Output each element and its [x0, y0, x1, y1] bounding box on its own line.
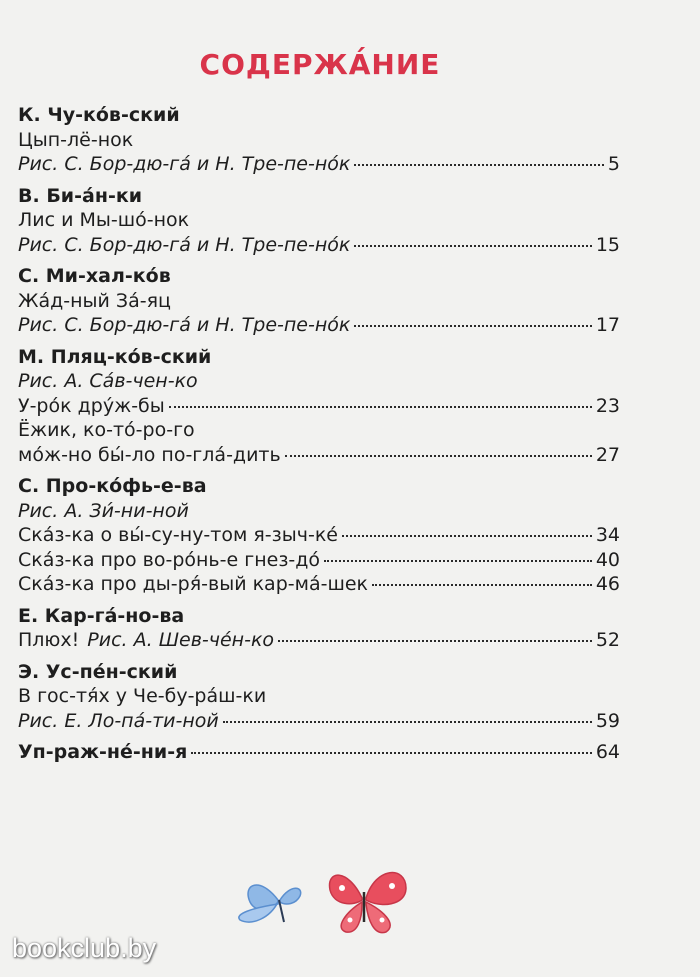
page-number: 5 [607, 153, 620, 175]
page-number: 23 [595, 394, 620, 417]
toc-line [18, 208, 620, 233]
leader-dots [372, 583, 592, 586]
toc-author-line [18, 103, 620, 128]
illustrator-credit: Рис. С. Бор-дю-га́ и Н. Тре-пе-но́к [18, 314, 351, 336]
leader-dots [354, 324, 591, 327]
story-title: Ёжик, ко-то́-ро-го [18, 419, 195, 441]
toc-author: С. Про-ко́фь-е-ва [18, 475, 207, 497]
toc-author: Уп-раж-не́-ни-я [18, 741, 188, 763]
leader-dots [169, 405, 592, 408]
story-title: мо́ж-но бы́-ло по-гла́-дить [18, 443, 281, 466]
story-title: Ска́з-ка про ды-ря́-вый кар-ма́-шек [18, 573, 368, 595]
toc-author: М. Пляц-ко́в-ский [18, 345, 212, 368]
toc-author: К. Чу-ко́в-ский [18, 104, 180, 126]
toc-line [18, 572, 620, 597]
toc-entry [18, 103, 620, 177]
toc-author-line [18, 474, 620, 499]
toc-author: Е. Кар-га́-но-ва [18, 604, 185, 627]
toc-entry [18, 345, 620, 468]
toc-line [18, 233, 620, 258]
page-title: СОДЕРЖА́НИЕ [199, 48, 441, 81]
toc-line [18, 443, 620, 468]
watermark: bookclub.by [12, 933, 157, 963]
toc-entry [18, 604, 620, 653]
story-title: Плюх! [18, 629, 80, 651]
toc-author-line [18, 604, 620, 629]
page-number: 17 [595, 314, 620, 336]
blue-butterfly-icon [239, 885, 301, 922]
toc-author: В. Би-а́н-ки [18, 184, 143, 207]
toc-entry [18, 660, 620, 734]
illustrator-credit: Рис. С. Бор-дю-га́ и Н. Тре-пе-но́к [18, 233, 351, 256]
illustrator-credit: Рис. А. Зи́-ни-ной [18, 499, 189, 522]
story-title: Цып-лё-нок [18, 128, 134, 151]
leader-dots [324, 559, 592, 562]
toc-entry [18, 184, 620, 258]
toc-author: С. Ми-хал-ко́в [18, 265, 171, 287]
toc-entry [18, 264, 620, 338]
toc-entry [18, 740, 620, 765]
leader-dots [342, 534, 592, 537]
toc-author-line [18, 345, 620, 370]
toc-line [18, 684, 620, 709]
toc-line [18, 369, 620, 394]
toc-line [18, 289, 620, 314]
page-number: 27 [595, 443, 620, 466]
page-number: 40 [595, 548, 620, 571]
toc-line [18, 152, 620, 177]
toc-author-line [18, 264, 620, 289]
toc-line [18, 523, 620, 548]
table-of-contents [18, 103, 620, 772]
illustrator-credit: Рис. А. Са́в-чен-ко [18, 370, 198, 392]
story-title: Ска́з-ка о вы́-су-ну-том я-зыч-ке́ [18, 524, 338, 546]
page-number: 59 [595, 709, 620, 732]
toc-line [18, 128, 620, 153]
red-butterfly-icon [330, 873, 406, 933]
toc-line [18, 418, 620, 443]
toc-author-line [18, 740, 620, 765]
toc-line [18, 548, 620, 573]
story-title: Ска́з-ка про во-ро́нь-е гнез-до́ [18, 548, 321, 571]
leader-dots [285, 454, 592, 457]
page-number: 34 [595, 524, 620, 546]
illustrator-credit: Рис. С. Бор-дю-га́ и Н. Тре-пе-но́к [18, 153, 351, 175]
leader-dots [191, 751, 592, 754]
page-number: 46 [595, 573, 620, 595]
page-number: 64 [595, 741, 620, 763]
toc-author: Э. Ус-пе́н-ский [18, 660, 178, 683]
leader-dots [354, 244, 591, 247]
leader-dots [354, 163, 604, 166]
toc-line [18, 313, 620, 338]
toc-line [18, 394, 620, 419]
leader-dots [223, 720, 592, 723]
story-title: В гос-тя́х у Че-бу-ра́ш-ки [18, 685, 267, 707]
toc-line [18, 709, 620, 734]
story-title: Лис и Мы-шо́-нок [18, 209, 190, 231]
toc-line [18, 499, 620, 524]
toc-author-line [18, 184, 620, 209]
illustrator-credit: Рис. Е. Ло-па́-ти-ной [18, 709, 219, 732]
toc-line [18, 628, 620, 653]
illustrator-credit: Рис. А. Шев-че́н-ко [87, 629, 275, 651]
leader-dots [278, 639, 592, 642]
page-number: 15 [595, 233, 620, 256]
toc-entry [18, 474, 620, 597]
butterflies-illustration [230, 862, 420, 937]
toc-author-line [18, 660, 620, 685]
story-title: У-ро́к дру́ж-бы [18, 394, 165, 417]
story-title: Жа́д-ный За́-яц [18, 289, 171, 312]
page-number: 52 [595, 629, 620, 651]
